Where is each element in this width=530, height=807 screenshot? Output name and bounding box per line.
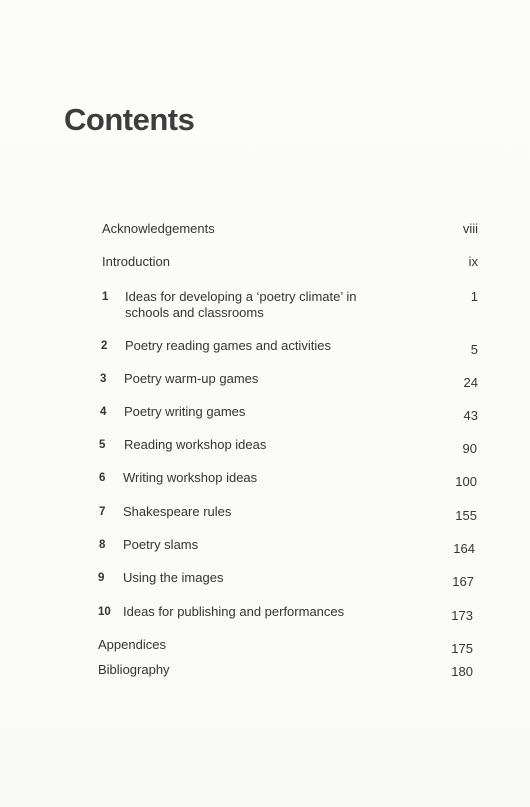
toc-entry-number: 3 <box>100 373 107 385</box>
toc-entry-label: Reading workshop ideas <box>124 437 267 452</box>
toc-entry-page: 1 <box>470 289 478 304</box>
toc-entry-page: 167 <box>452 574 474 589</box>
toc-entry-label: Poetry warm-up games <box>124 371 259 386</box>
toc-entry-page: 100 <box>455 474 477 489</box>
toc-entry-page: 43 <box>463 408 478 423</box>
toc-entry-page: viii <box>462 221 478 236</box>
toc-entry-page: 24 <box>463 375 478 390</box>
toc-entry-number: 5 <box>99 439 106 451</box>
toc-entry-page: 173 <box>451 608 473 623</box>
toc-entry-page: 90 <box>462 441 477 456</box>
toc-entry-number: 1 <box>102 291 109 303</box>
toc-entry-label: Ideas for publishing and performances <box>123 604 345 619</box>
toc-entry-label: Poetry slams <box>123 537 199 552</box>
toc-entry-label: Writing workshop ideas <box>123 470 258 485</box>
toc-entry-number: 10 <box>98 606 111 618</box>
toc-entry-page: 180 <box>451 664 473 679</box>
toc-entry-label: Bibliography <box>98 662 170 677</box>
toc-entry-page: 175 <box>451 641 473 656</box>
toc-entry-label: Shakespeare rules <box>123 504 232 519</box>
toc-entry-number: 8 <box>99 539 106 551</box>
toc-entry-page: 5 <box>470 342 478 357</box>
toc-entry-page: 164 <box>453 541 475 556</box>
page-title: Contents <box>64 102 195 137</box>
toc-entry-number: 9 <box>98 572 105 584</box>
toc-entry-label: Poetry writing games <box>124 404 246 419</box>
toc-entry-label: Poetry reading games and activities <box>125 338 331 353</box>
toc-entry-label: Using the images <box>123 570 224 585</box>
toc-entry-number: 6 <box>99 472 106 484</box>
toc-entry-label-line2: schools and classrooms <box>125 305 264 320</box>
toc-entry-page: ix <box>468 254 478 269</box>
toc-entry-page: 155 <box>455 508 477 523</box>
toc-entry-label: Introduction <box>102 254 170 269</box>
toc-entry-number: 7 <box>99 506 106 518</box>
toc-entry-number: 2 <box>101 340 108 352</box>
toc-entry-label: Appendices <box>98 637 166 652</box>
toc-entry-label-line1: Ideas for developing a ‘poetry climate’ in <box>125 289 357 304</box>
toc-entry-label: Acknowledgements <box>102 221 215 236</box>
toc-entry-number: 4 <box>100 406 107 418</box>
